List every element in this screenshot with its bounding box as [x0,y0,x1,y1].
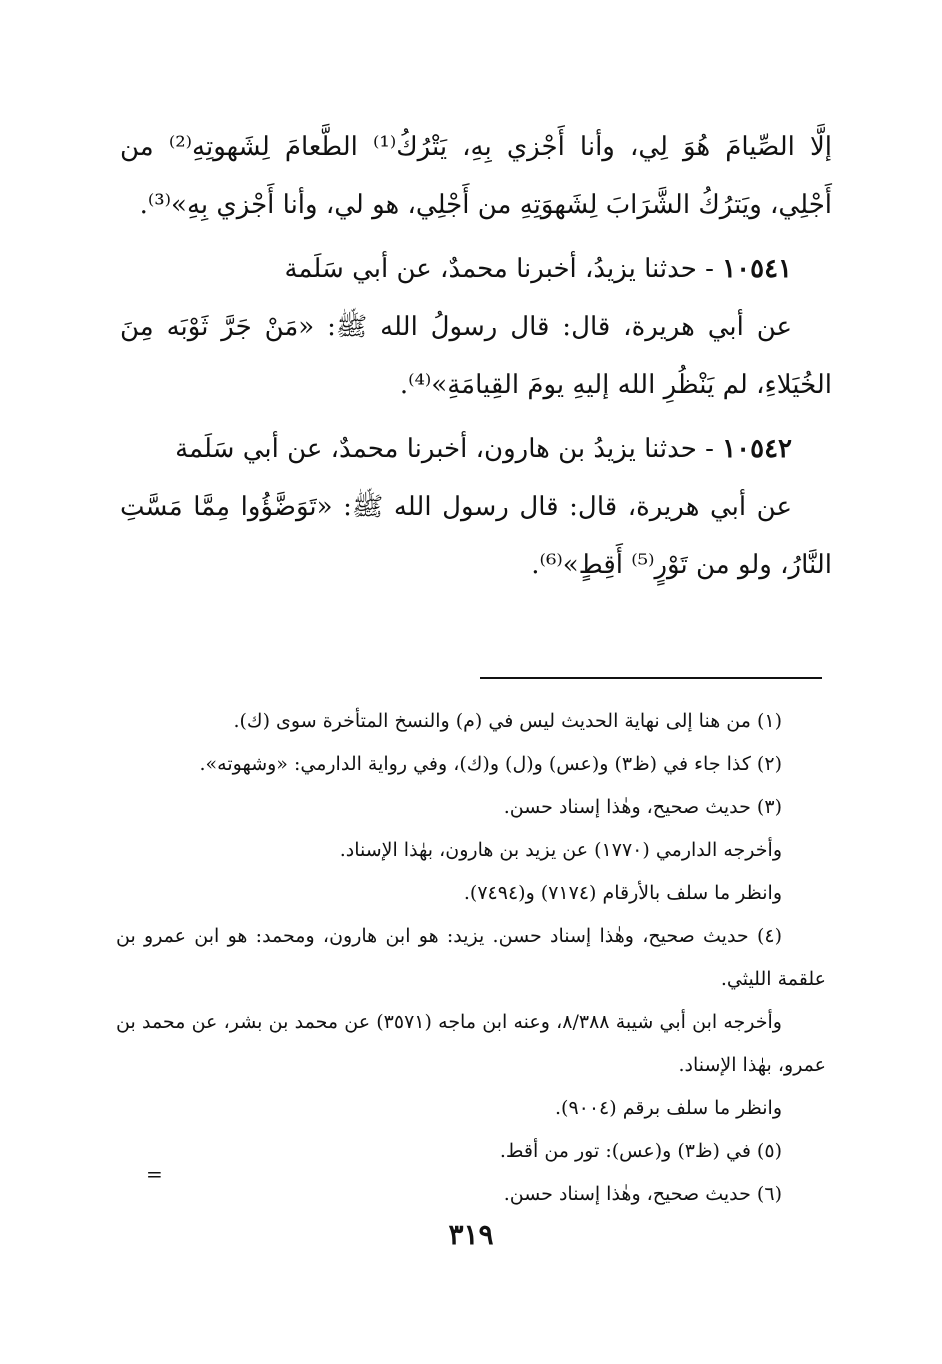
footnote-3-see-also: وانظر ما سلف بالأرقام (٧١٧٤) و(٧٤٩٤). [463,882,782,904]
footnote-5: (٥) في (ظ٣) و(عس): تور من أقط. [499,1140,782,1162]
hadith-10542-chain [120,420,832,478]
footnote-3: (٣) حديث صحيح، وهٰذا إسناد حسن. [503,796,782,818]
footnote-1: (١) من هنا إلى نهاية الحديث ليس في (م) والنسخ المتأخرة سوى (ك). [233,710,782,732]
footnote-2: (٢) كذا جاء في (ظ٣) و(عس) و(ل) و(ك)، وفي رواية الدارمي: «وشهوته». [199,753,782,775]
hadith-10542-number: ١٠٥٤٢ [722,434,792,464]
footnote-4: (٤) حديث صحيح، وهٰذا إسناد حسن. يزيد: هو ابن هارون، ومحمد: هو ابن عمرو بن علقمة الليثي. [116,925,826,990]
hadith-10542-chain-text: - حدثنا يزيدُ بن هارون، أخبرنا محمدٌ، عن أبي سَلَمة [175,434,714,464]
continuation-mark: = [146,1162,163,1186]
footnote-4-source: وأخرجه ابن أبي شيبة ٨/٣٨٨، وعنه ابن ماجه (٣٥٧١) عن محمد بن بشر، عن محمد بن عمرو، بهٰذا الإسناد. [116,1011,826,1076]
hadith-10541-number: ١٠٥٤١ [722,254,792,284]
footnote-3-source: وأخرجه الدارمي (١٧٧٠) عن يزيد بن هارون، بهٰذا الإسناد. [339,839,782,861]
hadith-10542-text: عن أبي هريرة، قال: قال رسول الله ﷺ: «تَوَضَّؤُوا مِمَّا مَسَّتِ النَّارُ، ولو من تَوْرٍ⁽⁵⁾ أَقِطٍ»⁽⁶⁾. [120,492,832,580]
footnote-6: (٦) حديث صحيح، وهٰذا إسناد حسن. [503,1183,782,1205]
footnotes [116,700,826,1216]
page-number: ٣١٩ [448,1218,494,1251]
hadith-continuation-paragraph: إلَّا الصِّيامَ هُوَ لِي، وأنا أَجْزي بِهِ، يَتْرُكُ⁽¹⁾ الطَّعامَ لِشَهوتِهِ⁽²⁾ من أَجْلِي، ويَترُكُ الشَّرَابَ لِشَهوَتِهِ من أَجْلِي، هو لي، وأنا أَجْزي بِهِ»⁽³⁾. [120,132,832,220]
hadith-10541-chain [120,240,832,298]
hadith-10541-chain-text: - حدثنا يزيدُ، أخبرنا محمدٌ، عن أبي سَلَمة [284,254,714,284]
footnote-separator [480,677,822,679]
hadith-10541-text: عن أبي هريرة، قال: قال رسولُ الله ﷺ: «مَنْ جَرَّ ثَوْبَه مِنَ الخُيَلاءِ، لم يَنْظُرِ الله إليهِ يومَ القِيامَةِ»⁽⁴⁾. [120,312,832,400]
footnote-4-see-also: وانظر ما سلف برقم (٩٠٠٤). [554,1097,782,1119]
main-text [120,118,832,594]
